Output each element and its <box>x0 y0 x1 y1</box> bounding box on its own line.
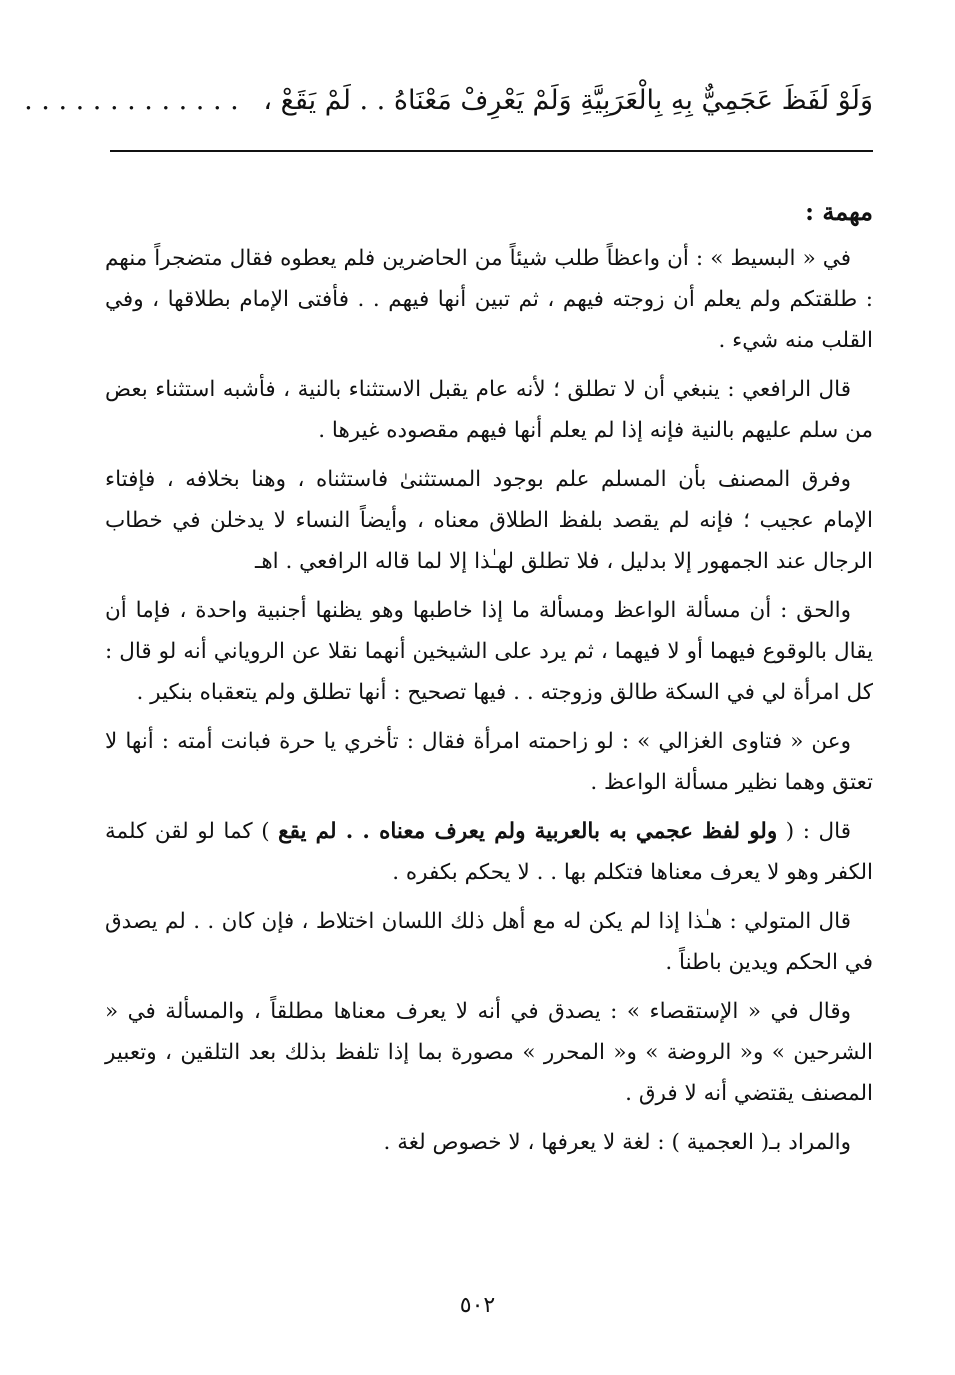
matn-line <box>24 76 873 126</box>
quote-open: قال : ( <box>777 819 851 844</box>
paragraph-istiqsa: وقال في « الإستقصاء » : يصدق في أنه لا يعرف معناها مطلقاً ، والمسألة في « الشرحين » و« الروضة » و« المحرر » مصورة بما إذا تلفظ بذلك بعد التلقين ، وتعبير المصنف يقتضي أنه لا فرق . <box>105 999 873 1106</box>
paragraph-rafii: قال الرافعي : ينبغي أن لا تطلق ؛ لأنه عام يقبل الاستثناء بالنية ، فأشبه استثناء بعض من سلم عليهم بالنية فإنه إذا لم يعلم أنها فيهم مقصوده غيرها . <box>105 377 873 443</box>
quote-rest: ) كما لو لقن كلمة الكفر وهو لا يعرف معناها فتكلم بها . . لا يحكم بكفره . <box>105 819 873 885</box>
commentary-dots: . . . . . . . . . . . . . <box>24 85 239 116</box>
paragraph-basit: في « البسيط » : أن واعظاً طلب شيئاً من الحاضرين فلم يعطوه فقال متضجراً منهم : طلقتكم ولم يعلم أن زوجته فيهم ، ثم تبين أنها فيهم . . فأفتى الإمام بطلاقها ، وفي القلب منه شيء . <box>105 246 873 353</box>
paragraph-ajamiyya: والمراد بـ( العجمية ) : لغة لا يعرفها ، لا خصوص لغة . <box>383 1130 851 1155</box>
matn-text: وَلَوْ لَفَظَ عَجَمِيٌّ بِهِ بِالْعَرَبِيَّةِ وَلَمْ يَعْرِفْ مَعْنَاهُ . . لَمْ يَقَعْ ، <box>263 85 873 116</box>
page-number: ٥٠٢ <box>459 1293 496 1318</box>
paragraph-musannif: وفرق المصنف بأن المسلم علم بوجود المستثنىٰ فاستثناه ، وهنا بخلافه ، فإفتاء الإمام عجيب ؛ فإنه لم يقصد بلفظ الطلاق معناه ، وأيضاً النساء لا يدخلن في خطاب الرجال عند الجمهور إلا بدليل ، فلا تطلق لهـٰذا إلا لما قاله الرافعي . اهـ <box>105 467 873 574</box>
paragraph-matn-quote <box>105 811 873 893</box>
divider-line <box>110 150 873 152</box>
paragraph-mutawalli: قال المتولي : هـٰذا إذا لم يكن له مع أهل ذلك اللسان اختلاط ، فإن كان . . لم يصدق في الحكم ويدين باطناً . <box>105 909 873 975</box>
paragraph-ghazali: وعن « فتاوى الغزالي » : لو زاحمته امرأة فقال : تأخري يا حرة فبانت أمته : أنها لا تعتق وهما نظير مسألة الواعظ . <box>105 729 873 795</box>
paragraph-haqq: والحق : أن مسألة الواعظ ومسألة ما إذا خاطبها وهو يظنها أجنبية واحدة ، فإما أن يقال بالوقوع فيهما أو لا فيهما ، ثم يرد على الشيخين أنهما نقلا عن الروياني أنه لو قال : كل امرأة لي في السكة طالق وزوجته . . فيها تصحيح : أنها تطلق ولم يتعقباه بنكير . <box>105 598 873 705</box>
section-heading: مهمة : <box>805 197 873 226</box>
matn-quote-bold: ولو لفظ عجمي به بالعربية ولم يعرف معناه . . لم يقع <box>278 819 778 844</box>
commentary-body <box>105 238 873 1171</box>
